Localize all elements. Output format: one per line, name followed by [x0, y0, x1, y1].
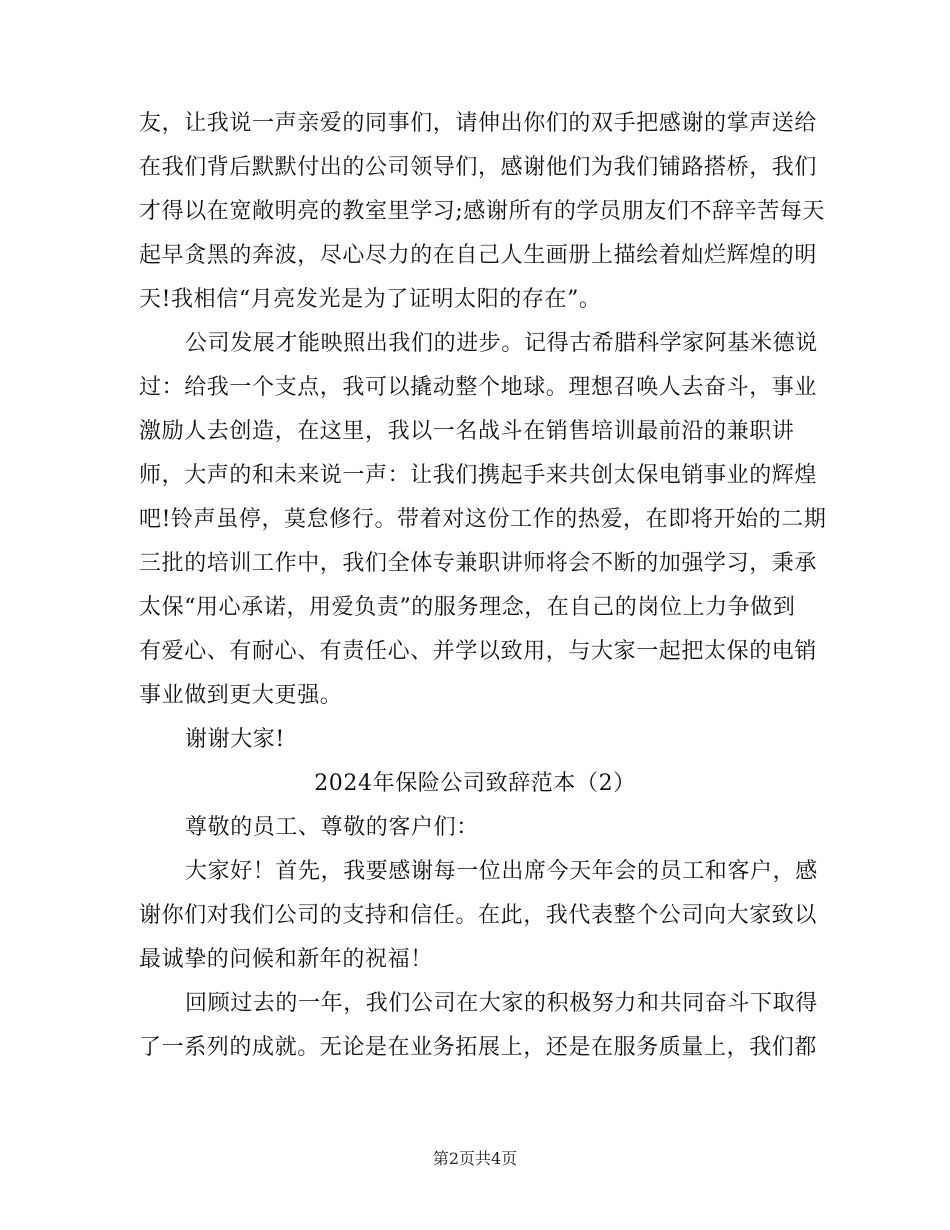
text-line: 友，让我说一声亲爱的同事们，请伸出你们的双手把感谢的掌声送给	[139, 111, 818, 136]
section-title: 2024年保险公司致辞范本（2）	[314, 771, 636, 796]
document-body	[139, 102, 827, 1070]
text-line: 吧!铃声虽停，莫怠修行。带着对这份工作的热爱，在即将开始的二期	[139, 507, 827, 532]
text-line: 过：给我一个支点，我可以撬动整个地球。理想召唤人去奋斗，事业	[139, 375, 818, 400]
text-line: 谢你们对我们公司的支持和信任。在此，我代表整个公司向大家致以	[139, 903, 818, 928]
text-line: 公司发展才能映照出我们的进步。记得古希腊科学家阿基米德说	[185, 331, 818, 356]
text-line: 在我们背后默默付出的公司领导们，感谢他们为我们铺路搭桥，我们	[139, 155, 818, 180]
text-line: 最诚挚的问候和新年的祝福！	[139, 947, 433, 972]
text-line: 谢谢大家!	[185, 727, 285, 752]
text-line: 有爱心、有耐心、有责任心、并学以致用，与大家一起把太保的电销	[139, 639, 818, 664]
text-line: 激励人去创造，在这里，我以一名战斗在销售培训最前沿的兼职讲	[139, 419, 795, 444]
text-line: 起早贪黑的奔波，尽心尽力的在自己人生画册上描绘着灿烂辉煌的明	[139, 243, 818, 268]
text-line: 天!我相信“月亮发光是为了证明太阳的存在”。	[139, 287, 602, 312]
text-line: 尊敬的员工、尊敬的客户们：	[185, 815, 479, 840]
text-line: 太保“用心承诺，用爱负责”的服务理念，在自己的岗位上力争做到	[139, 595, 796, 620]
text-line: 回顾过去的一年，我们公司在大家的积极努力和共同奋斗下取得	[185, 991, 818, 1016]
text-line: 三批的培训工作中，我们全体专兼职讲师将会不断的加强学习，秉承	[139, 551, 818, 576]
text-line: 了一系列的成就。无论是在业务拓展上，还是在服务质量上，我们都	[139, 1035, 818, 1060]
text-line: 大家好！首先，我要感谢每一位出席今天年会的员工和客户，感	[185, 859, 818, 884]
text-line: 事业做到更大更强。	[139, 683, 343, 708]
text-line: 才得以在宽敞明亮的教室里学习;感谢所有的学员朋友们不辞辛苦每天	[139, 199, 826, 224]
text-line: 师，大声的和未来说一声：让我们携起手来共创太保电销事业的辉煌	[139, 463, 818, 488]
page-footer: 第2页共4页	[432, 1149, 518, 1168]
